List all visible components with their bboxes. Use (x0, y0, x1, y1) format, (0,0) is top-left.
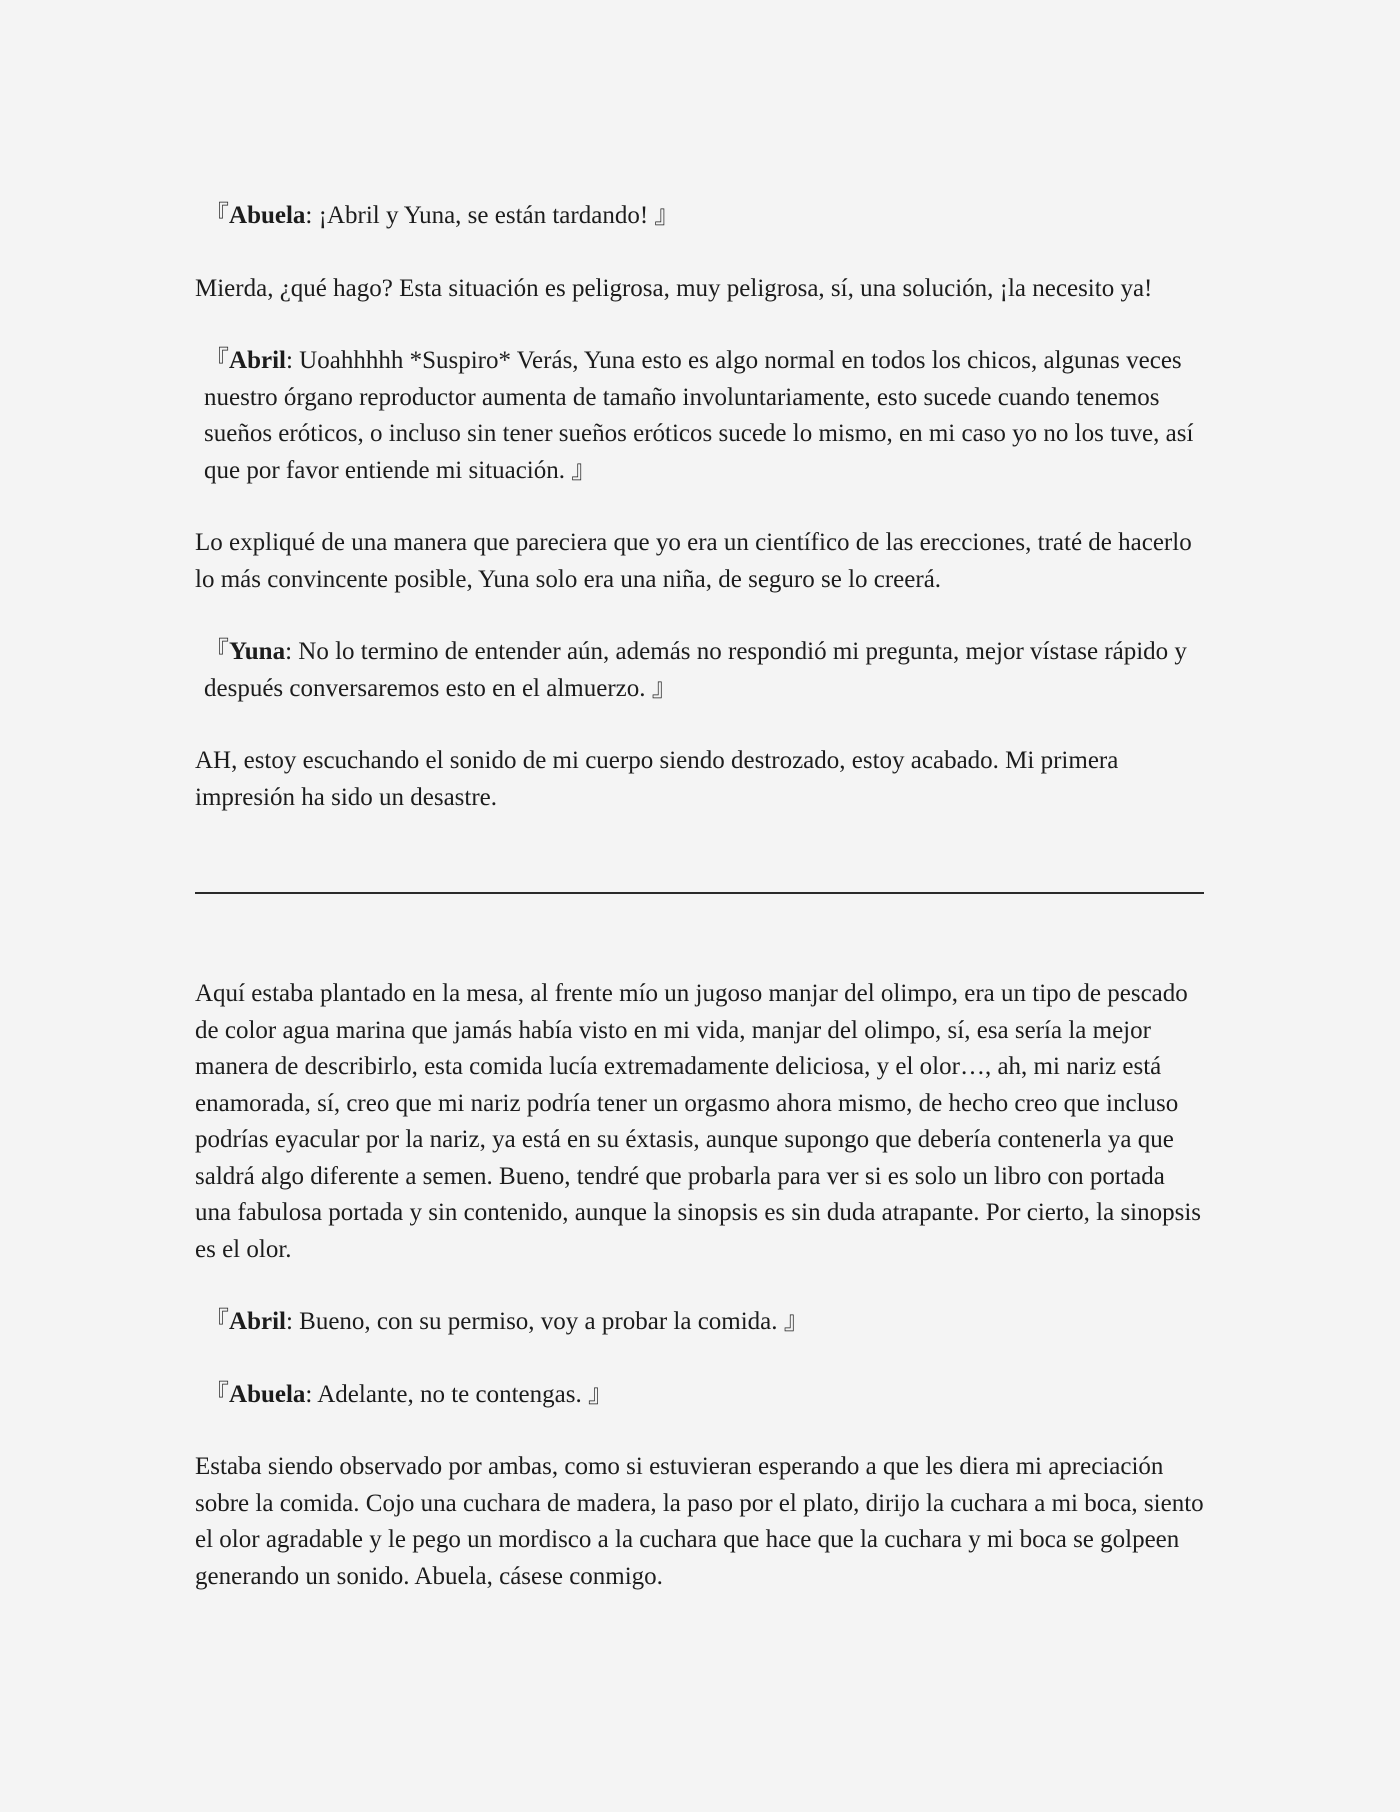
open-quote: 『 (204, 1380, 230, 1408)
dialogue-abril-1 (195, 343, 1204, 489)
close-quote: 』 (571, 456, 597, 484)
narration-paragraph: Estaba siendo observado por ambas, como si estuvieran esperando a que les diera mi apreciación sobre la comida. Cojo una cuchara de madera, la paso por el plato, dirijo la cuchara a mi boca, siento el olor agradable y le pego un mordisco a la cuchara que hace que la cuchara y mi boca se golpeen generando un sonido. Abuela, cásese conmigo. (195, 1453, 1204, 1590)
speaker-name: Abuela (229, 202, 306, 229)
close-quote: 』 (783, 1308, 809, 1335)
close-quote: 』 (587, 1380, 613, 1408)
open-quote: 『 (204, 638, 230, 665)
narration-paragraph: Lo expliqué de una manera que pareciera que yo era un científico de las erecciones, traté de hacerlo lo más convincente posible, Yuna solo era una niña, de seguro se lo creerá. (195, 529, 1192, 593)
narration-paragraph: AH, estoy escuchando el sonido de mi cuerpo siendo destrozado, estoy acabado. Mi primera impresión ha sido un desastre. (195, 747, 1119, 811)
dialogue-yuna-1 (195, 634, 1204, 707)
close-quote: 』 (651, 674, 677, 702)
dialogue-text: : No lo termino de entender aún, además no respondió mi pregunta, mejor vístase rápido y después conversaremos esto en el almuerzo. (204, 638, 1187, 702)
open-quote: 『 (204, 1308, 230, 1335)
dialogue-text: : ¡Abril y Yuna, se están tardando! (305, 202, 655, 229)
speaker-name: Abril (229, 1308, 286, 1335)
dialogue-text: : Adelante, no te contengas. (305, 1380, 588, 1408)
open-quote: 『 (204, 202, 230, 229)
narration-paragraph: Aquí estaba plantado en la mesa, al frente mío un jugoso manjar del olimpo, era un tipo de pescado de color agua marina que jamás había visto en mi vida, manjar del olimpo, sí, esa sería la mejor manera de describirlo, esta comida lucía extremadamente deliciosa, y el olor…, ah, mi nariz está enamorada, sí, creo que mi nariz podría tener un orgasmo ahora mismo, de hecho creo que incluso podrías eyacular por la nariz, ya está en su éxtasis, aunque supongo que debería contenerla ya que saldrá algo diferente a semen. Bueno, tendré que probarla para ver si es solo un libro con portada una fabulosa portada y sin contenido, aunque la sinopsis es sin duda atrapante. Por cierto, la sinopsis es el olor. (195, 980, 1202, 1263)
dialogue-abuela-1 (195, 198, 1204, 235)
speaker-name: Yuna (229, 638, 286, 665)
speaker-name: Abuela (229, 1380, 306, 1408)
dialogue-abuela-2 (195, 1377, 1204, 1414)
dialogue-text: : Uoahhhhh *Suspiro* Verás, Yuna esto es algo normal en todos los chicos, algunas veces nuestro órgano reproductor aumenta de tamaño involuntariamente, esto sucede cuando tenemos sueños eróticos, o incluso sin tener sueños eróticos sucede lo mismo, en mi caso yo no los tuve, así que por favor entiende mi situación. (204, 347, 1194, 484)
narration-paragraph: Mierda, ¿qué hago? Esta situación es peligrosa, muy peligrosa, sí, una solución, ¡la necesito ya! (195, 274, 1153, 302)
dialogue-abril-2 (195, 1304, 1204, 1341)
dialogue-text: : Bueno, con su permiso, voy a probar la comida. (285, 1308, 784, 1335)
open-quote: 『 (204, 347, 230, 374)
close-quote: 』 (654, 202, 680, 229)
speaker-name: Abril (229, 347, 286, 374)
